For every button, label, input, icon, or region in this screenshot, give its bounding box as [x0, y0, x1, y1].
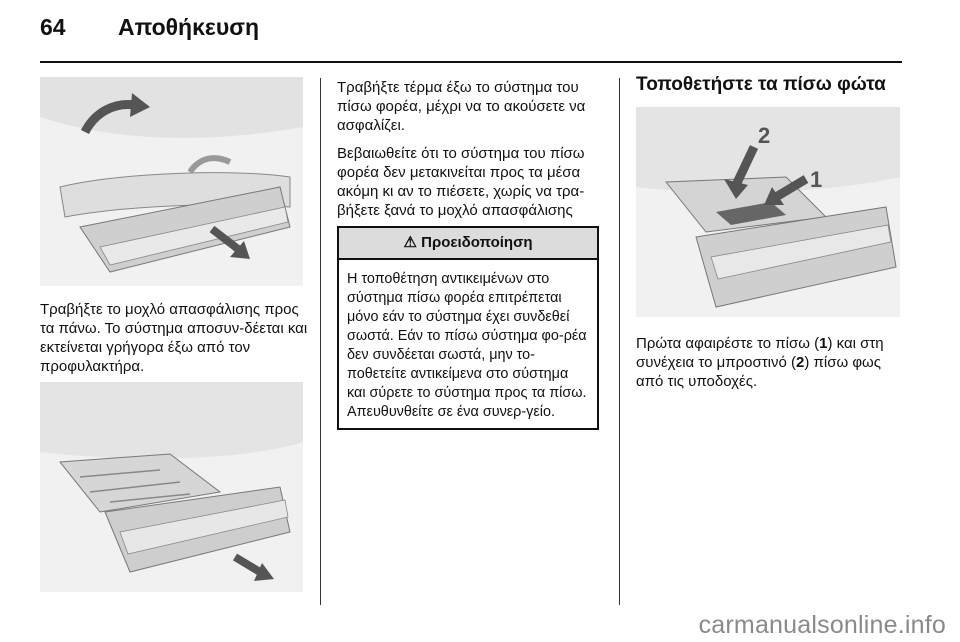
- column-divider-1: [320, 78, 321, 605]
- callout-1: 1: [810, 167, 823, 192]
- callout-2: 2: [758, 123, 771, 148]
- warning-box: [337, 226, 599, 430]
- col2-paragraph-1: Τραβήξτε τέρμα έξω το σύστημα του πίσω φορέα, μέχρι να το ακούσετε να ασφαλίζει.: [337, 79, 586, 134]
- col1-paragraph: Τραβήξτε το μοχλό απασφάλισης προς τα πάνω. Το σύστημα αποσυν-δέεται και εκτείνεται γρήγορα έξω από τον προφυλακτήρα.: [40, 301, 308, 375]
- watermark: carmanualsonline.info: [698, 611, 946, 639]
- figure-unlock-lever: [40, 77, 303, 286]
- ref-2: 2: [796, 354, 805, 371]
- warning-text: Η τοποθέτηση αντικειμένων στο σύστημα πίσω φορέα επιτρέπεται μόνο εάν το σύστημα έχει συνδεθεί σωστά. Εάν το πίσω σύστημα φο-ρέα δεν συνδέεται σωστά, μην το-ποθετείτε αντικείμενα στο σύστημα και σύρετε το σύστημα προς τα πίσω. Απευθυνθείτε σε ένα συνερ-γείο.: [347, 271, 587, 420]
- warning-title: Προειδοποίηση: [421, 234, 533, 251]
- col2-text: [337, 78, 603, 229]
- column-divider-2: [619, 78, 620, 605]
- warning-triangle-icon: ⚠: [403, 234, 417, 251]
- warning-header: [339, 228, 597, 260]
- section-heading: Τοποθετήστε τα πίσω φώτα: [636, 74, 886, 95]
- figure-carrier-extended: [40, 382, 303, 592]
- ref-1: 1: [819, 335, 828, 352]
- page-title: Αποθήκευση: [118, 14, 260, 40]
- col3-paragraph: Πρώτα αφαιρέστε το πίσω (1) και στη συνέχεια το μπροστινό (2) πίσω φως από τις υποδοχές.: [636, 335, 884, 390]
- header-rule: [40, 61, 902, 63]
- col2-paragraph-2: Βεβαιωθείτε ότι το σύστημα του πίσω φορέα δεν μετακινείται προς τα μέσα ακόμη κι αν το πιέσετε, χωρίς να τρα-βήξετε ξανά το μοχλό απασφάλισης: [337, 145, 585, 219]
- figure-rear-lights: [636, 107, 900, 317]
- page-number: 64: [40, 14, 66, 40]
